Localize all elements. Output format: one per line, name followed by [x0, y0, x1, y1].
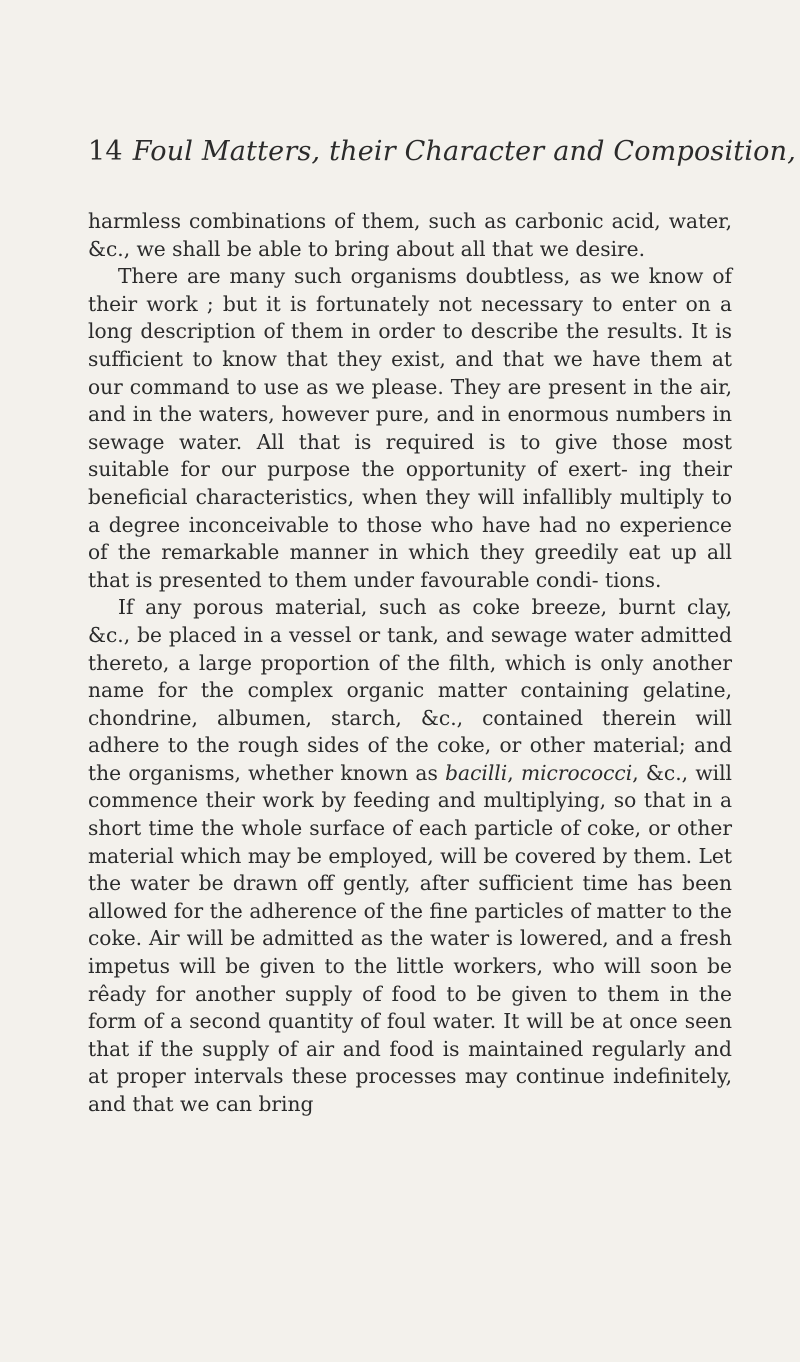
paragraph-3-text-c: , &c., will commence their work by feeding and multiplying, so that in a short time the whole surface of each particle of coke, or other material which may be employed, will be covered by them. Let the water be drawn off gently, after sufficient time has been allowed for the adherence of the fine particles of matter to the coke. Air will be admitted as the water is lowered, and a fresh impetus will be given to the little workers, who will soon be rêady for another supply of food to be given to them in the form of a second quantity of foul water. It will be at once seen that if the supply of air and food is maintained regularly and at proper intervals these processes may continue indefinitely, and that we can bring [88, 760, 732, 1116]
paragraph-3-text-b: , [507, 760, 521, 785]
page-header [88, 136, 797, 176]
term-micrococci: micrococci [520, 760, 633, 785]
paragraph-2: There are many such organisms doubtless, as we know of their work ; but it is fortunately not necessary to enter on a long description of them in order to describe the results. It is sufficient to know that they exist, and that we have them at our command to use as we please. They are present in the air, and in the waters, however pure, and in enormous numbers in sewage water. All that is required is to give those most suitable for our purpose the opportunity of exert- ing their beneficial characteristics, when they will infallibly multiply to a degree inconceivable to those who have had no experience of the remarkable manner in which they greedily eat up all that is presented to them under favourable condi- tions. [88, 264, 732, 592]
paragraph-3 [88, 594, 732, 1118]
page-number: 14 [88, 136, 123, 167]
body-text [88, 208, 732, 1119]
paragraph-1: harmless combinations of them, such as carbonic acid, water, &c., we shall be able to bring about all that we desire. [88, 209, 732, 261]
term-bacilli: bacilli [445, 760, 508, 785]
running-title: Foul Matters, their Character and Composition, [132, 136, 797, 167]
paragraph-3-text-a: If any porous material, such as coke breeze, burnt clay, &c., be placed in a vessel or tank, and sewage water admitted thereto, a large proportion of the filth, which is only another name for the complex organic matter containing gelatine, chondrine, albumen, starch, &c., contained therein will adhere to the rough sides of the coke, or other material; and the organisms, whether known as [88, 595, 732, 785]
